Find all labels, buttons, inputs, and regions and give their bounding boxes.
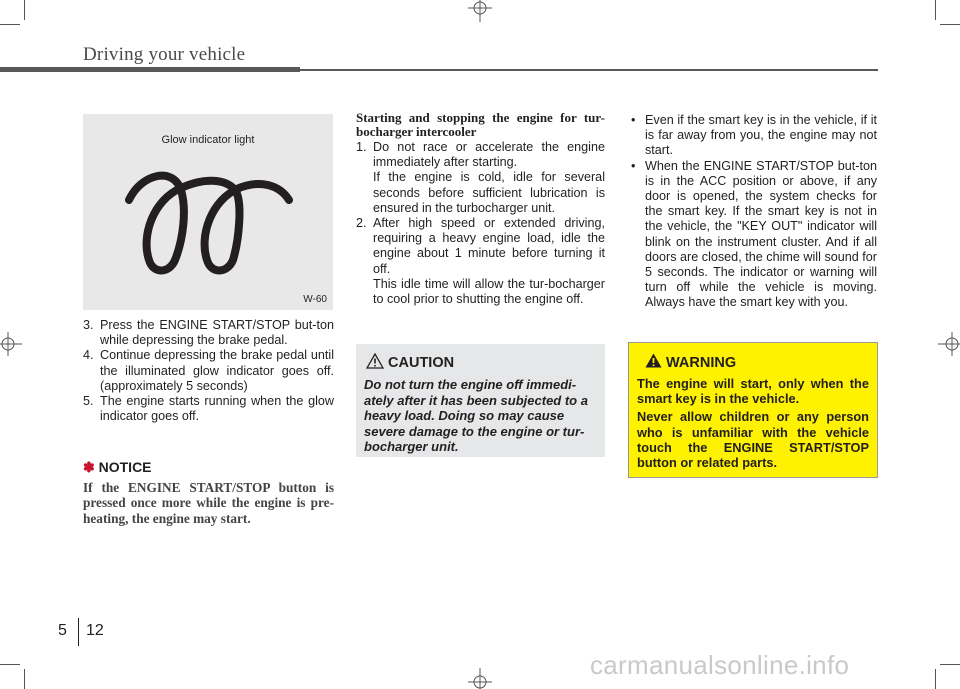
- list-item: [356, 216, 605, 307]
- bullet-mark: •: [631, 158, 636, 173]
- crop-mark: [24, 669, 25, 689]
- list-item: [83, 394, 334, 424]
- figure-code: W-60: [303, 294, 327, 305]
- glow-plug-icon: [123, 160, 293, 278]
- section-number: 5: [58, 622, 67, 639]
- smart-key-notes: [628, 113, 877, 311]
- page-header-title: Driving your vehicle: [83, 44, 246, 65]
- notice-heading: [83, 459, 152, 476]
- crop-mark: [940, 664, 960, 665]
- crop-mark: [940, 24, 960, 25]
- header-rule-thin: [300, 69, 878, 71]
- registration-mark-left: [0, 332, 22, 356]
- list-number: 4.: [83, 348, 94, 363]
- bullet-mark: •: [631, 113, 636, 127]
- list-item: [83, 318, 334, 348]
- watermark-text: carmanualsonline.info: [590, 650, 850, 680]
- list-number: 2.: [356, 216, 367, 231]
- crop-mark: [935, 0, 936, 20]
- bullet-text: When the ENGINE START/STOP but-ton is in the ACC position or above, if any door is opened, the system checks for the smart key. If the smart key is not in the vehicle, the "KEY OUT" indicator will blink on the instrument cluster. And if all doors are closed, the chime will sound for 5 seconds. The indicator or warning will turn off while the vehicle is moving. Always have the smart key with you.: [645, 158, 877, 310]
- section-title: Starting and stopping the engine for tur-bocharger intercooler: [356, 110, 605, 139]
- list-number: 3.: [83, 318, 94, 332]
- notice-title: NOTICE: [98, 459, 152, 475]
- bullet-item: [628, 113, 877, 159]
- bullet-item: [628, 159, 877, 311]
- list-subtext: If the engine is cold, idle for several seconds before sufficient lubrication is ensured in the turbocharger unit.: [373, 170, 605, 215]
- warning-box: [628, 342, 878, 478]
- crop-mark: [0, 24, 20, 25]
- crop-mark: [935, 669, 936, 689]
- list-number: 1.: [356, 140, 367, 154]
- list-item: [356, 140, 605, 216]
- list-text: Press the ENGINE START/STOP but-ton while depressing the brake pedal.: [100, 318, 334, 348]
- warning-body: [637, 376, 869, 473]
- warning-heading: [645, 353, 736, 371]
- figure-caption: Glow indicator light: [161, 134, 255, 146]
- footer-divider: [78, 618, 79, 646]
- bullet-text: Even if the smart key is in the vehicle, if it is far away from you, the engine may not start.: [645, 113, 877, 158]
- turbocharger-section: [356, 111, 605, 307]
- caution-triangle-icon: [366, 353, 384, 369]
- registration-mark-bottom: [468, 668, 492, 689]
- crop-mark: [24, 0, 25, 20]
- list-text: The engine starts running when the glow indicator goes off.: [100, 394, 334, 424]
- caution-box: [356, 344, 605, 457]
- list-subtext: This idle time will allow the tur-bocharger to cool prior to shutting the engine off.: [373, 276, 605, 307]
- warning-triangle-icon: [645, 353, 662, 368]
- list-number: 5.: [83, 394, 94, 409]
- caution-body: Do not turn the engine off immedi-ately after it has been subjected to a heavy load. Doing so may cause severe damage to the engine or tur-bocharger unit.: [364, 377, 588, 455]
- list-text: After high speed or extended driving, requiring a heavy engine load, idle the engine about 1 minute before turning it off.: [373, 216, 605, 276]
- crop-mark: [0, 664, 20, 665]
- warning-paragraph: The engine will start, only when the smart key is in the vehicle.: [637, 376, 869, 407]
- list-text: Continue depressing the brake pedal until the illuminated glow indicator goes off. (approximately 5 seconds): [100, 348, 334, 393]
- list-text: Do not race or accelerate the engine immediately after starting.: [373, 140, 605, 170]
- glow-indicator-figure: [83, 114, 333, 310]
- warning-title: WARNING: [666, 355, 737, 371]
- warning-paragraph: Never allow children or any person who is unfamiliar with the vehicle touch the ENGINE START/STOP button or related parts.: [637, 409, 869, 471]
- header-rule-thick: [0, 67, 300, 72]
- notice-body: If the ENGINE START/STOP button is pressed once more while the engine is pre-heating, the engine may start.: [83, 480, 334, 526]
- caution-title: CAUTION: [388, 355, 455, 371]
- caution-heading: [366, 353, 454, 371]
- notice-star-icon: ✽: [83, 459, 95, 475]
- steps-list-continued: [83, 318, 334, 424]
- registration-mark-top: [468, 0, 492, 22]
- list-item: [83, 348, 334, 394]
- page-number: 12: [86, 622, 104, 639]
- registration-mark-right: [938, 332, 960, 356]
